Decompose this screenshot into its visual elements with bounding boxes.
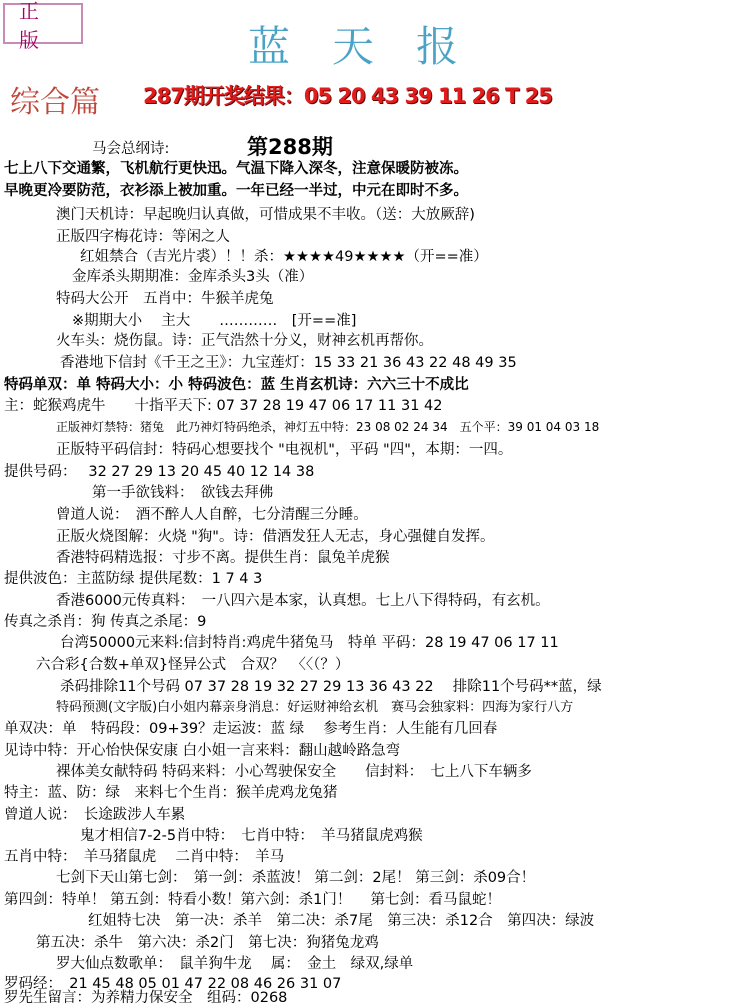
previous-results: 287期开奖结果：05 20 43 39 11 26 T 25 — [143, 84, 552, 108]
text-line: 红姐特七决 第一决：杀羊 第二决：杀7尾 第三决：杀12合 第四决：绿波 — [88, 913, 595, 929]
text-line: 单双决：单 特码段：09+39？走运波：蓝 绿 参考生肖：人生能有几回春 — [4, 721, 498, 737]
text-line: 提供号码： 32 27 29 13 20 45 40 12 14 38 — [4, 464, 315, 480]
text-line: 提供波色：主蓝防绿 提供尾数：1 7 4 3 — [4, 571, 263, 587]
text-line: 罗码经： 21 45 48 05 01 47 22 08 46 26 31 07 — [4, 976, 342, 992]
text-line: 香港6000元传真料： 一八四六是本家，认真想。七上八下得特码，有玄机。 — [56, 593, 550, 609]
text-line: 罗大仙点数歌单： 鼠羊狗牛龙 属： 金土 绿双,绿单 — [56, 956, 414, 972]
text-line: 第五决：杀牛 第六决：杀2门 第七决：狗猪兔龙鸡 — [36, 935, 379, 951]
text-line: 特主：蓝、防：绿 来料七个生肖：猴羊虎鸡龙兔猪 — [4, 785, 338, 801]
text-line: 台湾50000元来料:信封特肖:鸡虎牛猪兔马 特单 平码：28 19 47 06 17 11 — [60, 635, 559, 651]
text-line: 杀码排除11个号码 07 37 28 19 32 27 29 13 36 43 22 排除11个号码**蓝，绿 — [60, 679, 602, 695]
section-label: 综合篇 — [10, 85, 100, 120]
text-line: 罗先生留言：为养精力保安全 组码：0268 — [4, 990, 288, 1006]
text-line: 香港地下信封《千王之王》：九宝莲灯：15 33 21 36 43 22 48 49 35 — [60, 355, 517, 371]
issue-number: 第288期 — [247, 135, 333, 159]
text-line: 曾道人说： 酒不醉人人自醉，七分清醒三分睡。 — [56, 507, 368, 523]
text-line: 裸体美女献特码 特码来料：小心驾驶保安全 信封料： 七上八下车辆多 — [56, 764, 532, 780]
text-line: 特码单双：单 特码大小：小 特码波色：蓝 生肖玄机诗：六六三十不成比 — [4, 377, 469, 393]
text-line: 七剑下天山第七剑： 第一剑：杀蓝波！ 第二剑：2尾！ 第三剑：杀09合！ — [56, 870, 536, 886]
text-line: 火车头：烧伤鼠。诗：正气浩然十分义，财神玄机再帮你。 — [56, 333, 433, 349]
text-line: 正版火烧图解：火烧 "狗"。诗：借酒发狂人无志，身心强健自发挥。 — [56, 529, 495, 545]
text-line: ※期期大小 主大 ………… [开==准] — [72, 313, 357, 329]
text-line: 正版特平码信封：特码心想要找个 "电视机"，平码 "四"，本期：一四。 — [56, 442, 513, 458]
text-line: 六合彩{合数+单双}怪异公式 合双？ 〈〈（？） — [36, 657, 350, 673]
text-line: 见诗中特：开心怡快保安康 白小姐一言来料：翻山越岭路急弯 — [4, 743, 401, 759]
text-line: 曾道人说： 长途跋涉人车累 — [4, 807, 186, 823]
text-line: 马会总纲诗: — [92, 141, 170, 157]
text-line: 七上八下交通繁，飞机航行更快迅。气温下降入深冬，注意保暖防被冻。 — [4, 161, 468, 177]
text-line: 正版神灯禁特：猪兔 此乃神灯特码绝杀，神灯五中特：23 08 02 24 34 五个平：39 01 04 03 18 — [56, 420, 600, 434]
text-line: 第一手欲钱料： 欲钱去拜佛 — [92, 485, 274, 501]
text-line: 香港特码精选报：寸步不离。提供生肖：鼠兔羊虎猴 — [56, 550, 390, 566]
text-line: 传真之杀肖：狗 传真之杀尾：9 — [4, 614, 207, 630]
text-line: 第四剑：特单！ 第五剑：特看小数！第六剑：杀1门！ 第七剑：看马鼠蛇！ — [4, 892, 501, 908]
text-line: 金库杀头期期准：金库杀头3头（准） — [72, 269, 314, 285]
text-line: 正版四字梅花诗：等闲之人 — [56, 229, 230, 245]
text-line: 特码预测(文字版)白小姐内幕亲身消息：好运财神给玄机 赛马会独家料：四海为家行八方 — [56, 700, 574, 715]
text-line: 主：蛇猴鸡虎牛 十指平天下: 07 37 28 19 47 06 17 11 31 42 — [4, 398, 443, 414]
text-line: 特码大公开 五肖中：牛猴羊虎兔 — [56, 291, 274, 307]
text-line: 澳门天机诗：早起晚归认真做，可惜成果不丰收。（送：大放厥辞) — [56, 207, 475, 223]
text-line: 鬼才相信7-2-5肖中特： 七肖中特： 羊马猪鼠虎鸡猴 — [80, 828, 423, 844]
text-line: 五肖中特： 羊马猪鼠虎 二肖中特： 羊马 — [4, 849, 285, 865]
newspaper-title: 蓝天报 — [248, 22, 501, 71]
genuine-badge: 正版 — [3, 3, 83, 44]
text-line: 红姐禁合（吉光片裘）！！杀：★★★★49★★★★（开==准） — [80, 249, 488, 265]
text-line: 早晚更冷要防范，衣衫添上被加重。一年已经一半过，中元在即时不多。 — [4, 183, 468, 199]
